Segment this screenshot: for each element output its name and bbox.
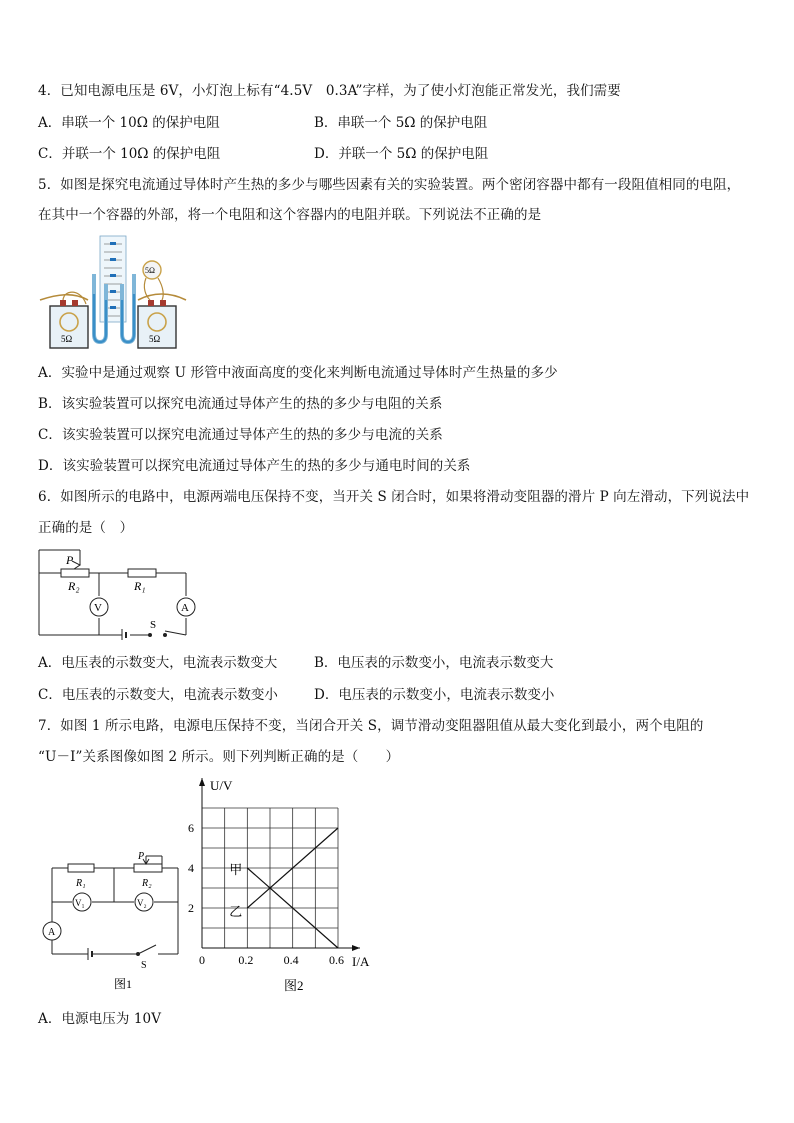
chart-axes	[199, 778, 360, 951]
y-tick-label: 2	[188, 901, 194, 915]
q7-option-a[interactable]: A．电源电压为 10V	[38, 1011, 162, 1027]
q5-stem-line2: 在其中一个容器的外部，将一个电阻和这个容器内的电阻并联。下列说法不正确的是	[38, 207, 542, 223]
q5-option-b[interactable]: B．该实验装置可以探究电流通过导体产生的热的多少与电阻的关系	[38, 396, 443, 412]
q7-fig2-chart	[186, 772, 396, 1004]
q4-option-d[interactable]: D．并联一个 5Ω 的保护电阻	[314, 146, 489, 162]
q4-option-b[interactable]: B．串联一个 5Ω 的保护电阻	[314, 115, 488, 131]
q5-stem-line1: 5．如图是探究电流通过导体时产生热的多少与哪些因素有关的实验装置。两个密闭容器中都有一段阻值相同的电阻，	[38, 177, 741, 193]
y-tick-label: 4	[188, 861, 194, 875]
series-label-yi: 乙	[229, 904, 243, 919]
q6-r1-label: R₁	[134, 579, 146, 593]
y-axis-arrow	[199, 778, 205, 786]
q6-slider-p-label: P	[66, 553, 74, 567]
x-tick-label: 0.2	[238, 953, 254, 967]
y-tick-label: 6	[188, 821, 194, 835]
x-axis-arrow	[352, 945, 360, 951]
q7-fig1-circuit	[38, 846, 188, 994]
q6-ammeter-label: A	[181, 602, 189, 614]
q7-fig1-ammeter-label: A	[48, 927, 56, 938]
q6-circuit-diagram	[36, 548, 206, 640]
series-label-jia: 甲	[229, 862, 243, 877]
q5-apparatus-figure	[38, 234, 188, 352]
q5-right-resistor-label: 5Ω	[149, 334, 161, 344]
q5-outside-resistor-label: 5Ω	[145, 266, 155, 275]
q6-stem-line2: 正确的是（ ）	[38, 520, 134, 536]
q5-left-resistor-label: 5Ω	[61, 334, 73, 344]
q7-fig1-caption: 图1	[114, 977, 133, 991]
chart-caption: 图2	[284, 978, 304, 993]
q6-option-a[interactable]: A．电压表的示数变大，电流表示数变大	[38, 655, 278, 671]
q6-option-c[interactable]: C．电压表的示数变大，电流表示数变小	[38, 687, 278, 703]
q5-option-a[interactable]: A．实验中是通过观察 U 形管中液面高度的变化来判断电流通过导体时产生热量的多少	[38, 365, 558, 381]
x-tick-label: 0.6	[329, 953, 344, 967]
x-axis-title: I/A	[352, 954, 370, 969]
q7-fig1-switch-label: S	[141, 960, 147, 971]
q6-r2-label: R₂	[68, 579, 80, 593]
q5-option-c[interactable]: C．该实验装置可以探究电流通过导体产生的热的多少与电流的关系	[38, 427, 443, 443]
q4-stem: 4．已知电源电压是 6V，小灯泡上标有“4.5V 0.3A”字样，为了使小灯泡能正常发光，我们需要	[38, 83, 621, 99]
q6-stem-line1: 6．如图所示的电路中，电源两端电压保持不变，当开关 S 闭合时，如果将滑动变阻器的滑片 P 向左滑动，下列说法中	[38, 489, 750, 505]
q4-option-a[interactable]: A．串联一个 10Ω 的保护电阻	[38, 115, 220, 131]
q7-fig1-r2-label: R₂	[142, 878, 152, 889]
q7-fig1-v1-label: V₁	[75, 898, 85, 908]
x-tick-label: 0.4	[283, 953, 299, 967]
q7-fig1-r1-label: R₁	[76, 878, 86, 889]
q6-option-d[interactable]: D．电压表的示数变小，电流表示数变小	[314, 687, 555, 703]
y-axis-title: U/V	[210, 778, 233, 793]
q5-option-d[interactable]: D．该实验装置可以探究电流通过导体产生的热的多少与通电时间的关系	[38, 458, 471, 474]
x-tick-label: 0	[199, 953, 205, 967]
q6-option-b[interactable]: B．电压表的示数变小，电流表示数变大	[314, 655, 554, 671]
q7-stem-line1: 7．如图 1 所示电路，电源电压保持不变，当闭合开关 S，调节滑动变阻器阻值从最大变化到最小，两个电阻的	[38, 718, 704, 734]
q6-voltmeter-label: V	[94, 602, 102, 614]
q4-option-c[interactable]: C．并联一个 10Ω 的保护电阻	[38, 146, 221, 162]
q7-fig1-p-label: P	[138, 851, 145, 862]
q7-fig1-v2-label: V₂	[137, 898, 147, 908]
chart-labels	[188, 778, 370, 993]
q6-switch-label: S	[150, 619, 157, 631]
q7-stem-line2: “U－I”关系图像如图 2 所示。则下列判断正确的是（ ）	[38, 749, 400, 765]
chart-grid	[202, 808, 338, 948]
